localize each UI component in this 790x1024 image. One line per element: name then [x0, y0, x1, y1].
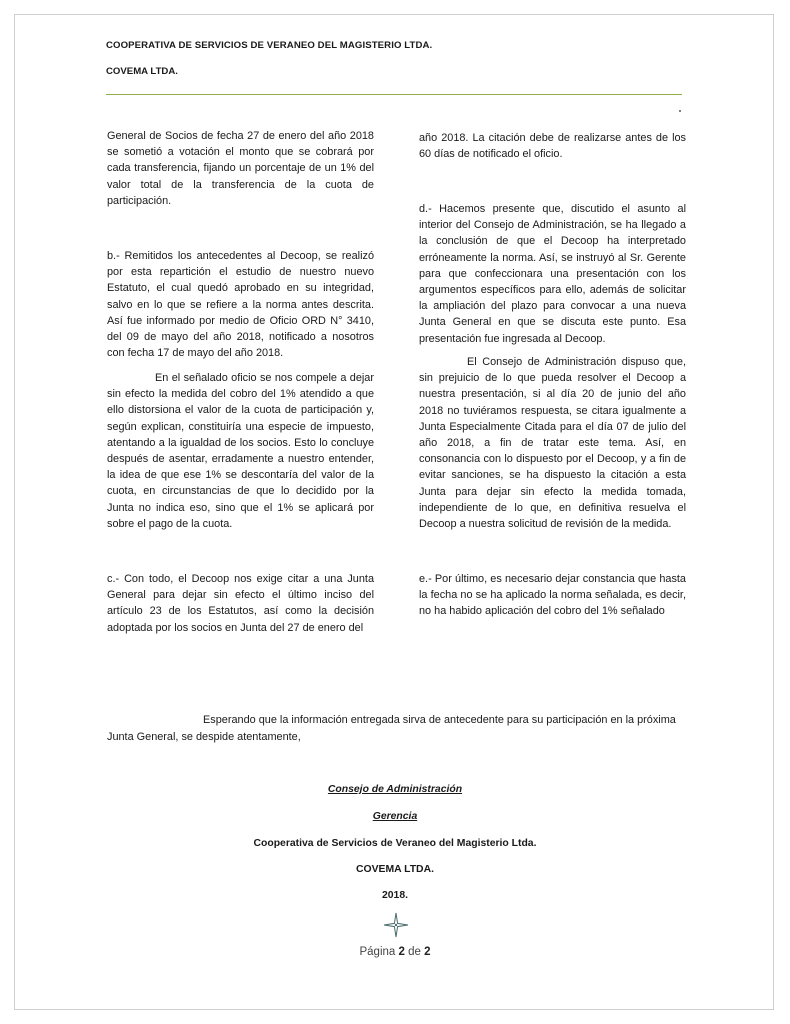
- header-divider: [106, 94, 682, 95]
- page-number-current: 2: [398, 946, 405, 958]
- paragraph-text: e.- Por último, es necesario dejar constancia que hasta la fecha no se ha aplicado la norma señalada, es decir, no ha habido aplicación del cobro del 1% señalado: [419, 573, 686, 618]
- right-col-paragraph-d: [419, 201, 686, 347]
- paragraph-text: El Consejo de Administración dispuso que, sin prejuicio de lo que pueda resolver el Decoop a nuestra presentación, si al día 20 de junio del año 2018 no tuviéramos respuesta, se citara igualmente a Junta Especialmente Citada para el día 07 de julio del año 2018, a fin de tratar este tema. Así, en consonancia con lo dispuesto por el Decoop, y a fin de evitar sanciones, se ha dispuesto la citación a esta Junta para dejar sin efecto la medida tomada, independiente de lo que, en definitiva resuelva el Decoop a nuestra solicitud de revisión de la medida.: [419, 356, 686, 531]
- left-col-paragraph-c: [107, 571, 374, 636]
- signature-short: COVEMA LTDA.: [356, 864, 434, 875]
- left-col-paragraph-b2: [107, 370, 374, 532]
- paragraph-text: año 2018. La citación debe de realizarse antes de los 60 días de notificado el oficio.: [419, 132, 686, 161]
- paragraph-text: d.- Hacemos presente que, discutido el asunto al interior del Consejo de Administración, se ha llegado a la conclusión de que el Decoop ha interpretado erróneamente la norma. Así, se instruyó al Sr. Gerente para que confeccionara una presentación con los argumentos específicos para ello, además de solicitar la ampliación del plazo para convocar a una nueva Junta General en que se discuta este punto. Esa presentación fue ingresada al Decoop.: [419, 203, 686, 345]
- header-org-short: COVEMA LTDA.: [106, 66, 178, 77]
- page-number-of: de: [408, 946, 421, 958]
- compass-star-icon: [383, 912, 409, 938]
- right-col-paragraph-c-continued: [419, 130, 686, 162]
- paragraph-text: b.- Remitidos los antecedentes al Decoop, se realizó por esta repartición el estudio de nuestro nuevo Estatuto, el cual quedó aprobado en su integridad, salvo en lo que se refiere a la norma antes descrita. Así fue informado por medio de Oficio ORD N° 3410, del 09 de mayo del año 2018, notificado a nosotros con fecha 17 de mayo del año 2018.: [107, 250, 374, 360]
- right-col-paragraph-d2: [419, 354, 686, 532]
- left-col-paragraph-a-continued: [107, 128, 374, 209]
- left-col-paragraph-b: [107, 248, 374, 361]
- closing-paragraph: [107, 712, 687, 745]
- paragraph-text: General de Socios de fecha 27 de enero del año 2018 se sometió a votación el monto que se cobrará por cada transferencia, fijando un porcentaje de un 1% del valor total de la transferencia de la cuota de participación.: [107, 130, 374, 207]
- header-org-name: COOPERATIVA DE SERVICIOS DE VERANEO DEL MAGISTERIO LTDA.: [106, 40, 433, 51]
- signature-gerencia: Gerencia: [372, 811, 418, 822]
- closing-line-1: Esperando que la información entregada sirva de antecedente para su participación en la próxima: [203, 714, 676, 726]
- paragraph-text: En el señalado oficio se nos compele a dejar sin efecto la medida del cobro del 1% atendido a que ello distorsiona el valor de la cuota de participación y, según explican, constituiría una especie de impuesto, atentando a la igualdad de los socios. Esto lo concluye después de asentar, erradamente a nuestro entender, la idea de que ese 1% se descontaría del valor de la cuota, en circunstancias de que lo decidido por la Junta no indica eso, sino que el 1% se aplicará por sobre el pago de la cuota.: [107, 372, 374, 530]
- page-number-total: 2: [424, 946, 431, 958]
- paragraph-text: c.- Con todo, el Decoop nos exige citar a una Junta General para dejar sin efecto el último inciso del artículo 23 de los Estatutos, así como la decisión adoptada por los socios en Junta del 27 de enero del: [107, 573, 374, 634]
- page-number-prefix: Página: [359, 946, 396, 958]
- right-col-paragraph-e: [419, 571, 686, 620]
- closing-line-2: Junta General, se despide atentamente,: [107, 730, 301, 743]
- signature-cooperative: Cooperativa de Servicios de Veraneo del Magisterio Ltda.: [253, 838, 537, 849]
- stray-dot: [679, 110, 681, 112]
- page-number: [0, 946, 790, 958]
- signature-consejo: Consejo de Administración: [327, 784, 463, 795]
- signature-year: 2018.: [381, 890, 408, 901]
